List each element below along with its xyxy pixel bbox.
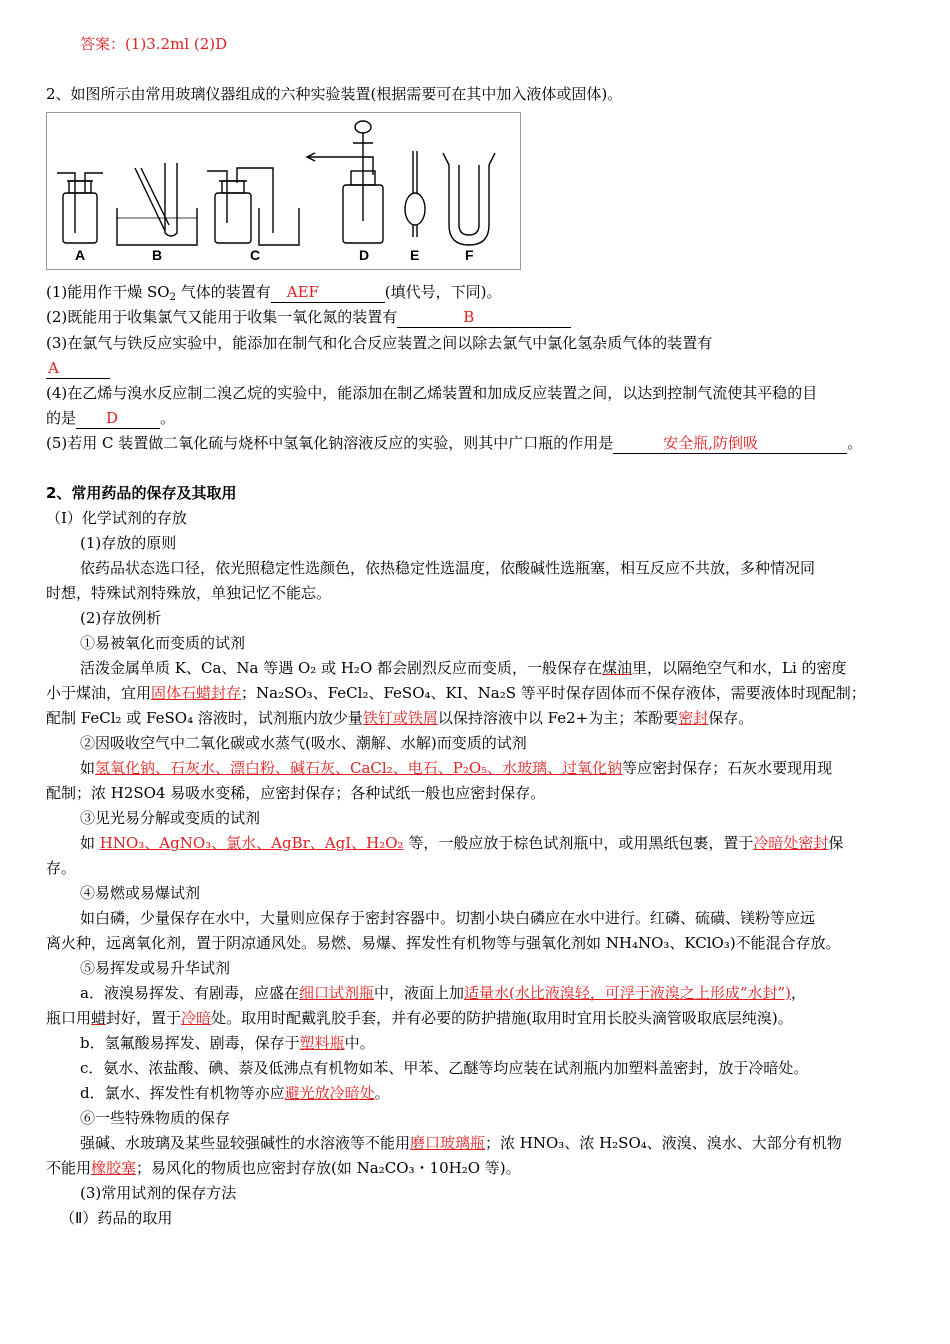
c2-line-a: 如氢氧化钠、石灰水、漂白粉、碱石灰、CaCl₂、电石、P₂O₅、水玻璃、过氧化钠等应密封保存；石灰水要现用现 [80, 759, 833, 777]
apparatus-c-icon [207, 168, 299, 245]
q2-item-4: (4)在乙烯与溴水反应制二溴乙烷的实验中，能添加在制乙烯装置和加成反应装置之间，以达到控制气流使其平稳的目 [46, 384, 818, 402]
c1-title: ①易被氧化而变质的试剂 [80, 634, 246, 652]
label-e: E [410, 247, 420, 263]
c3-line-b: 存。 [46, 859, 77, 877]
p1-text-a: 依药品状态选口径，依光照稳定性选颜色，依热稳定性选温度，依酸碱性选瓶塞，相互反应不共放，多种情况同 [80, 559, 816, 577]
apparatus-a-icon [57, 173, 103, 243]
c2-title: ②因吸收空气中二氧化碳或水蒸气(吸水、潮解、水解)而变质的试剂 [80, 734, 527, 752]
c3-title: ③见光易分解或变质的试剂 [80, 809, 261, 827]
p1-text-b: 时想，特殊试剂特殊放，单独记忆不能忘。 [46, 584, 332, 602]
c6-line-b: 不能用橡胶塞；易风化的物质也应密封存放(如 Na₂CO₃・10H₂O 等)。 [46, 1159, 521, 1177]
q2-title: 2、如图所示由常用玻璃仪器组成的六种实验装置(根据需要可在其中加入液体或固体)。 [46, 85, 623, 103]
p1-title: (1)存放的原则 [80, 534, 177, 552]
c1-line-c: 配制 FeCl₂ 或 FeSO₄ 溶液时，试剂瓶内放少量铁钉或铁屑以保持溶液中以 Fe2+为主；苯酚要密封保存。 [46, 709, 754, 727]
apparatus-b-icon [117, 163, 197, 245]
c5-title: ⑤易挥发或易升华试剂 [80, 959, 231, 977]
apparatus-f-icon [443, 153, 495, 245]
q2-item-5: (5)若用 C 装置做二氧化硫与烧杯中氢氧化钠溶液反应的实验，则其中广口瓶的作用是 安全瓶,防倒吸 。 [46, 434, 863, 452]
p2-title: (2)存放例析 [80, 609, 162, 627]
q2-item-3-answer: A [46, 358, 906, 379]
c6-line-a: 强碱、水玻璃及某些显较强碱性的水溶液等不能用磨口玻璃瓶；浓 HNO₃、浓 H₂SO₄、液溴、溴水、大部分有机物 [80, 1134, 842, 1152]
label-a: A [75, 247, 86, 263]
c4-line-b: 离火种，远离氧化剂，置于阴凉通风处。易燃、易爆、挥发性有机物等与强氧化剂如 NH₄NO₃、KClO₃)不能混合存放。 [46, 934, 841, 952]
c5-line-b: 瓶口用蜡封好，置于冷暗处。取用时配戴乳胶手套，并有必要的防护措施(取用时宜用长胶头滴管吸取底层纯溴)。 [46, 1009, 793, 1027]
c3-line-a: 如 HNO₃、AgNO₃、氯水、AgBr、AgI、H₂O₂ 等，一般应放于棕色试剂瓶中，或用黑纸包裹，置于冷暗处密封保 [80, 834, 844, 852]
c2-line-b: 配制；浓 H2SO4 易吸水变稀，应密封保存；各种试纸一般也应密封保存。 [46, 784, 546, 802]
q2-item-2: (2)既能用于收集氯气又能用于收集一氧化氮的装置有 B [46, 307, 906, 328]
c4-line-a: 如白磷，少量保存在水中，大量则应保存于密封容器中。切割小块白磷应在水中进行。红磷、硫磺、镁粉等应远 [80, 909, 816, 927]
answer-line: 答案：(1)3.2ml (2)D [80, 35, 228, 53]
q2-item-1: (1)能用作干燥 $SO_2$ 气体的装置有 AEF (填代号，下同)。 [46, 283, 502, 303]
label-c: C [250, 247, 261, 263]
apparatus-d-icon [307, 121, 383, 243]
c4-title: ④易燃或易爆试剂 [80, 884, 201, 902]
p3-title: (3)常用试剂的保存方法 [80, 1184, 237, 1202]
q2-item-3: (3)在氯气与铁反应实验中，能添加在制气和化合反应装置之间以除去氯气中氯化氢杂质气体的装置有 [46, 334, 713, 352]
sub-heading-2: （Ⅱ）药品的取用 [60, 1209, 173, 1227]
c5-line-e: d．氯水、挥发性有机物等亦应避光放冷暗处。 [80, 1084, 390, 1102]
c1-line-b: 小于煤油，宜用固体石蜡封存；Na₂SO₃、FeCl₂、FeSO₄、KI、Na₂S 等平时保存固体而不保存液体，需要液体时现配制； [46, 684, 866, 702]
c5-line-c: b．氢氟酸易挥发、剧毒，保存于塑料瓶中。 [80, 1034, 375, 1052]
sub-heading-1: （Ⅰ）化学试剂的存放 [46, 509, 187, 527]
q2-item-4-cont: 的是 D 。 [46, 409, 176, 427]
label-d: D [359, 247, 370, 263]
c6-title: ⑥一些特殊物质的保存 [80, 1109, 231, 1127]
section-heading: 2、常用药品的保存及其取用 [46, 484, 237, 502]
label-b: B [152, 247, 163, 263]
c1-line-a: 活泼金属单质 K、Ca、Na 等遇 O₂ 或 H₂O 都会剧烈反应而变质，一般保存在煤油里，以隔绝空气和水，Li 的密度 [80, 659, 847, 677]
c5-line-d: c．氨水、浓盐酸、碘、萘及低沸点有机物如苯、甲苯、乙醚等均应装在试剂瓶内加塑料盖密封，放于冷暗处。 [80, 1059, 809, 1077]
apparatus-figure [46, 112, 521, 270]
apparatus-e-icon [405, 151, 425, 237]
label-f: F [465, 247, 474, 263]
c5-line-a: a．液溴易挥发、有剧毒，应盛在细口试剂瓶中，液面上加适量水(水比液溴轻，可浮于液溴之上形成“水封”)， [80, 984, 807, 1002]
